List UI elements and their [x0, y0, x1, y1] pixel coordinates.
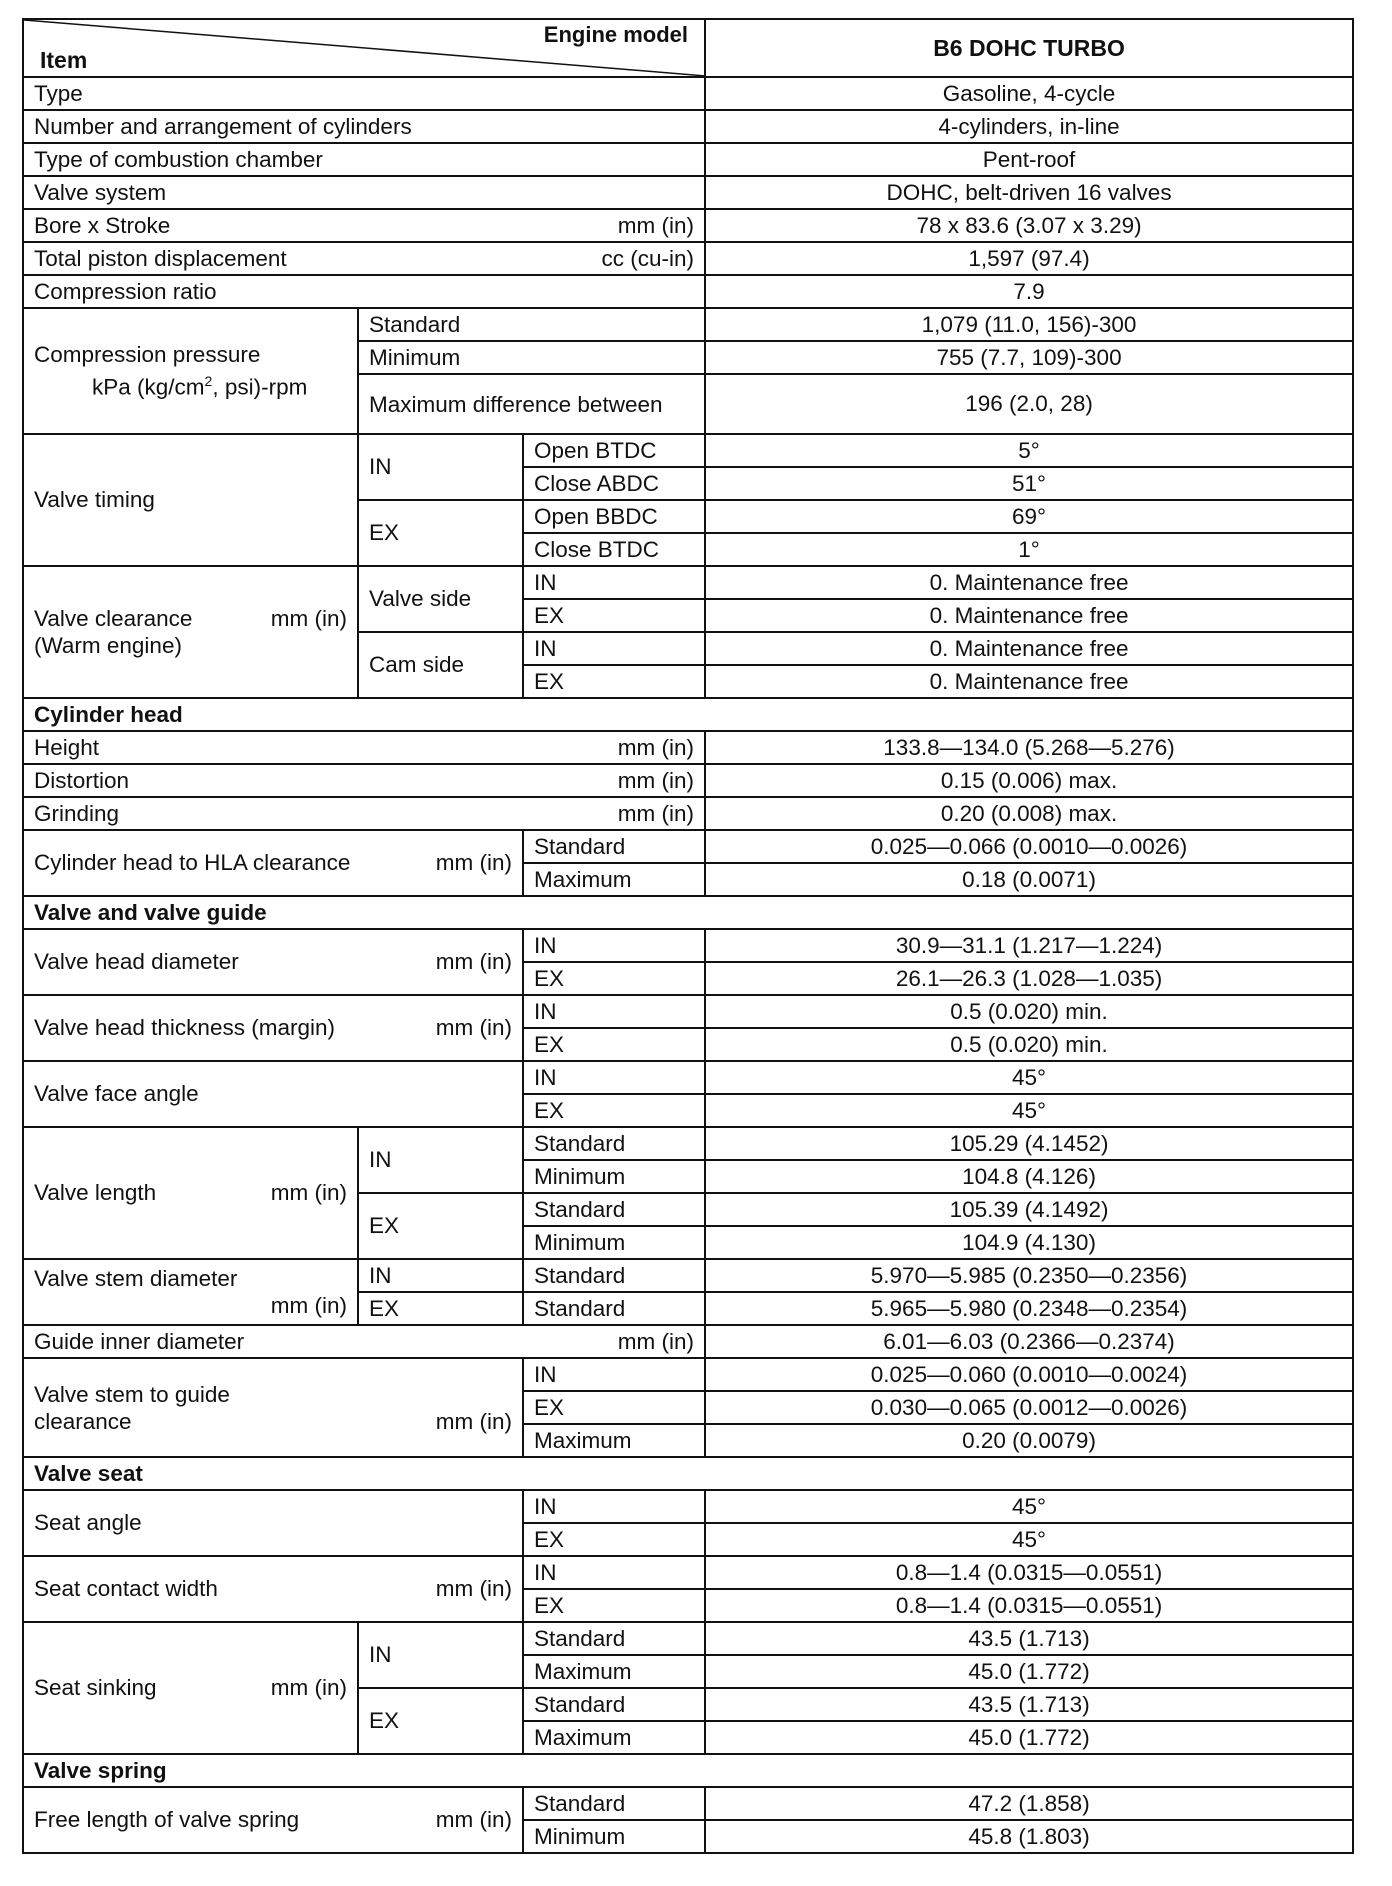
- item-cell: [23, 1127, 358, 1259]
- item-label: Type: [34, 80, 83, 106]
- sub-cell: Maximum: [523, 863, 705, 896]
- unit-label: mm (in): [435, 1576, 512, 1601]
- value-cell: 105.39 (4.1492): [705, 1193, 1353, 1226]
- value-cell: 5.965—5.980 (0.2348—0.2354): [705, 1292, 1353, 1325]
- value-cell: 0.5 (0.020) min.: [705, 1028, 1353, 1061]
- item-label: Seat sinking: [34, 1675, 157, 1700]
- table-row: [23, 1127, 1353, 1160]
- value-cell: 104.9 (4.130): [705, 1226, 1353, 1259]
- table-row: [23, 1490, 1353, 1523]
- valve-clearance-title: Valve clearance: [34, 606, 193, 631]
- item-label: Compression ratio: [34, 278, 217, 304]
- value-cell: 0. Maintenance free: [705, 632, 1353, 665]
- value-cell: 30.9—31.1 (1.217—1.224): [705, 929, 1353, 962]
- table-row: [23, 434, 1353, 467]
- side-cell: EX: [358, 1688, 523, 1754]
- value-cell: 196 (2.0, 28): [705, 374, 1353, 434]
- sub-cell: Standard: [523, 1259, 705, 1292]
- table-row: [23, 731, 1353, 764]
- sub-cell: Maximum: [523, 1721, 705, 1754]
- sub-cell: Close ABDC: [523, 467, 705, 500]
- sub-cell: Standard: [523, 1292, 705, 1325]
- sub-cell: EX: [523, 1028, 705, 1061]
- value-cell: 45°: [705, 1061, 1353, 1094]
- value-cell: 0.030—0.065 (0.0012—0.0026): [705, 1391, 1353, 1424]
- value-cell: 1,079 (11.0, 156)-300: [705, 308, 1353, 341]
- value-cell: 45°: [705, 1490, 1353, 1523]
- unit-label: mm (in): [270, 606, 347, 631]
- section-title-valve-guide: Valve and valve guide: [23, 896, 1353, 929]
- value-cell: 69°: [705, 500, 1353, 533]
- item-label: Type of combustion chamber: [34, 146, 323, 172]
- table-row: [23, 995, 1353, 1028]
- value-cell: 133.8—134.0 (5.268—5.276): [705, 731, 1353, 764]
- value-cell: 0.025—0.060 (0.0010—0.0024): [705, 1358, 1353, 1391]
- sub-cell: Maximum difference between: [358, 374, 705, 434]
- value-cell: 45.8 (1.803): [705, 1820, 1353, 1853]
- item-label: Total piston displacement: [34, 245, 287, 271]
- item-cell: [23, 1556, 523, 1622]
- value-cell: 47.2 (1.858): [705, 1787, 1353, 1820]
- item-label: Bore x Stroke: [34, 212, 171, 238]
- item-cell: [23, 1358, 523, 1457]
- item-cell: Seat angle: [23, 1490, 523, 1556]
- side-cell: EX: [358, 1292, 523, 1325]
- sub-cell: Standard: [358, 308, 705, 341]
- table-row: [23, 176, 1353, 209]
- sub-cell: EX: [523, 1391, 705, 1424]
- value-cell: 51°: [705, 467, 1353, 500]
- table-row: [23, 1325, 1353, 1358]
- value-cell: 105.29 (4.1452): [705, 1127, 1353, 1160]
- sub-cell: EX: [523, 1094, 705, 1127]
- unit-prefix: kPa (kg/cm: [92, 374, 205, 400]
- sub-cell: IN: [523, 632, 705, 665]
- value-cell: 0.5 (0.020) min.: [705, 995, 1353, 1028]
- value-cell: 78 x 83.6 (3.07 x 3.29): [705, 209, 1353, 242]
- value-cell: 43.5 (1.713): [705, 1622, 1353, 1655]
- value-cell: 7.9: [705, 275, 1353, 308]
- table-row: [23, 1061, 1353, 1094]
- sub-cell: IN: [523, 1061, 705, 1094]
- value-cell: 5.970—5.985 (0.2350—0.2356): [705, 1259, 1353, 1292]
- unit-label: mm (in): [435, 850, 512, 875]
- value-cell: 0.8—1.4 (0.0315—0.0551): [705, 1556, 1353, 1589]
- item-cell: [23, 929, 523, 995]
- unit-label: mm (in): [435, 1807, 512, 1832]
- section-title-cylinder-head: Cylinder head: [23, 698, 1353, 731]
- value-cell: 45°: [705, 1523, 1353, 1556]
- section-row: [23, 1457, 1353, 1490]
- item-label: Valve stem to guide: [34, 1381, 230, 1407]
- table-row: [23, 830, 1353, 863]
- header-row: [23, 19, 1353, 77]
- value-cell: 0.20 (0.0079): [705, 1424, 1353, 1457]
- unit-label: mm (in): [435, 1015, 512, 1040]
- sub-cell: Minimum: [358, 341, 705, 374]
- side-cell: Valve side: [358, 566, 523, 632]
- item-label: Height: [34, 734, 100, 760]
- sub-cell: Standard: [523, 1688, 705, 1721]
- value-cell: 0.8—1.4 (0.0315—0.0551): [705, 1589, 1353, 1622]
- valve-clearance-note: (Warm engine): [34, 633, 182, 658]
- item-cell: [23, 77, 705, 110]
- sub-cell: Maximum: [523, 1424, 705, 1457]
- side-cell: EX: [358, 500, 523, 566]
- sub-cell: IN: [523, 1490, 705, 1523]
- value-cell: 0. Maintenance free: [705, 566, 1353, 599]
- sub-cell: IN: [523, 995, 705, 1028]
- compression-pressure-title: Compression pressure: [34, 342, 261, 368]
- side-cell: IN: [358, 1259, 523, 1292]
- unit-label: mm (in): [617, 212, 695, 238]
- sub-cell: Standard: [523, 830, 705, 863]
- item-label: Valve length: [34, 1180, 157, 1205]
- sub-cell: Minimum: [523, 1820, 705, 1853]
- item-label: Distortion: [34, 767, 130, 793]
- section-row: [23, 896, 1353, 929]
- sub-cell: IN: [523, 1556, 705, 1589]
- table-row: [23, 308, 1353, 341]
- unit-label: mm (in): [270, 1293, 347, 1318]
- header-model: B6 DOHC TURBO: [705, 19, 1353, 77]
- item-cell: [23, 275, 705, 308]
- table-row: [23, 1622, 1353, 1655]
- item-label: Valve system: [34, 179, 167, 205]
- table-row: [23, 1259, 1353, 1292]
- valve-timing-label: Valve timing: [23, 434, 358, 566]
- item-cell: [23, 209, 705, 242]
- unit-label: cc (cu-in): [601, 245, 695, 271]
- sub-cell: Close BTDC: [523, 533, 705, 566]
- item-label: Grinding: [34, 800, 120, 826]
- sub-cell: EX: [523, 599, 705, 632]
- header-item-label: Item: [40, 47, 88, 73]
- item-label: Valve stem diameter: [34, 1266, 238, 1291]
- table-row: [23, 566, 1353, 599]
- compression-pressure-unit: [34, 368, 347, 401]
- value-cell: Pent-roof: [705, 143, 1353, 176]
- item-cell: [23, 1325, 705, 1358]
- table-row: [23, 143, 1353, 176]
- table-row: [23, 797, 1353, 830]
- table-row: [23, 764, 1353, 797]
- section-row: [23, 698, 1353, 731]
- sub-cell: Standard: [523, 1787, 705, 1820]
- item-label: Cylinder head to HLA clearance: [34, 850, 351, 875]
- sub-cell: IN: [523, 929, 705, 962]
- item-label: Number and arrangement of cylinders: [34, 113, 412, 139]
- table-row: [23, 275, 1353, 308]
- value-cell: 5°: [705, 434, 1353, 467]
- sub-cell: Minimum: [523, 1226, 705, 1259]
- sub-cell: IN: [523, 566, 705, 599]
- item-label: Valve head thickness (margin): [34, 1015, 335, 1040]
- unit-label: mm (in): [617, 1328, 695, 1354]
- item-cell: [23, 110, 705, 143]
- value-cell: 0.15 (0.006) max.: [705, 764, 1353, 797]
- engine-spec-table: [22, 18, 1354, 1854]
- item-cell: [23, 764, 705, 797]
- value-cell: 1,597 (97.4): [705, 242, 1353, 275]
- value-cell: 1°: [705, 533, 1353, 566]
- header-engine-label: Engine model: [543, 22, 689, 47]
- value-cell: DOHC, belt-driven 16 valves: [705, 176, 1353, 209]
- table-row: [23, 929, 1353, 962]
- table-row: [23, 242, 1353, 275]
- valve-clearance-label: [23, 566, 358, 698]
- sub-cell: IN: [523, 1358, 705, 1391]
- table-row: [23, 1787, 1353, 1820]
- section-row: [23, 1754, 1353, 1787]
- side-cell: EX: [358, 1193, 523, 1259]
- sub-cell: Open BTDC: [523, 434, 705, 467]
- value-cell: 45°: [705, 1094, 1353, 1127]
- item-cell: [23, 1259, 358, 1325]
- item-label: Valve head diameter: [34, 949, 239, 974]
- item-cell: [23, 797, 705, 830]
- unit-label: mm (in): [270, 1675, 347, 1700]
- sub-cell: Standard: [523, 1127, 705, 1160]
- item-label: Guide inner diameter: [34, 1328, 245, 1354]
- value-cell: 6.01—6.03 (0.2366—0.2374): [705, 1325, 1353, 1358]
- item-label: Seat contact width: [34, 1576, 218, 1601]
- side-cell: IN: [358, 1622, 523, 1688]
- unit-label: mm (in): [435, 1408, 512, 1434]
- item-cell: [23, 1622, 358, 1754]
- section-title-valve-spring: Valve spring: [23, 1754, 1353, 1787]
- sub-cell: EX: [523, 665, 705, 698]
- side-cell: Cam side: [358, 632, 523, 698]
- side-cell: IN: [358, 1127, 523, 1193]
- value-cell: 4-cylinders, in-line: [705, 110, 1353, 143]
- section-title-valve-seat: Valve seat: [23, 1457, 1353, 1490]
- sub-cell: EX: [523, 1523, 705, 1556]
- item-cell: [23, 830, 523, 896]
- sub-cell: Open BBDC: [523, 500, 705, 533]
- item-cell: [23, 242, 705, 275]
- value-cell: 26.1—26.3 (1.028—1.035): [705, 962, 1353, 995]
- unit-label: mm (in): [270, 1180, 347, 1205]
- value-cell: 0.20 (0.008) max.: [705, 797, 1353, 830]
- unit-label: mm (in): [617, 800, 695, 826]
- value-cell: 755 (7.7, 109)-300: [705, 341, 1353, 374]
- unit-label: mm (in): [617, 767, 695, 793]
- item-cell: [23, 176, 705, 209]
- spec-page: [22, 18, 1352, 1854]
- sub-cell: EX: [523, 1589, 705, 1622]
- item-cell: [23, 143, 705, 176]
- table-row: [23, 1556, 1353, 1589]
- table-row: [23, 1358, 1353, 1391]
- item-cell: [23, 1787, 523, 1853]
- item-cell: Valve face angle: [23, 1061, 523, 1127]
- value-cell: Gasoline, 4-cycle: [705, 77, 1353, 110]
- value-cell: 0.18 (0.0071): [705, 863, 1353, 896]
- sub-cell: Standard: [523, 1193, 705, 1226]
- value-cell: 43.5 (1.713): [705, 1688, 1353, 1721]
- value-cell: 45.0 (1.772): [705, 1721, 1353, 1754]
- sub-cell: Minimum: [523, 1160, 705, 1193]
- unit-label: mm (in): [617, 734, 695, 760]
- compression-pressure-label: [23, 308, 358, 434]
- table-row: [23, 209, 1353, 242]
- sub-cell: Standard: [523, 1622, 705, 1655]
- value-cell: 0. Maintenance free: [705, 599, 1353, 632]
- table-row: [23, 110, 1353, 143]
- header-item-cell: [23, 19, 705, 77]
- unit-suffix: , psi)-rpm: [212, 374, 308, 400]
- item-label-line2: clearance: [34, 1408, 132, 1434]
- item-cell: [23, 995, 523, 1061]
- item-cell: [23, 731, 705, 764]
- value-cell: 104.8 (4.126): [705, 1160, 1353, 1193]
- item-label: Free length of valve spring: [34, 1807, 300, 1832]
- sub-cell: EX: [523, 962, 705, 995]
- unit-superscript: 2: [204, 373, 213, 390]
- table-row: [23, 77, 1353, 110]
- sub-cell: Maximum: [523, 1655, 705, 1688]
- value-cell: 0. Maintenance free: [705, 665, 1353, 698]
- value-cell: 45.0 (1.772): [705, 1655, 1353, 1688]
- unit-label: mm (in): [435, 949, 512, 974]
- side-cell: IN: [358, 434, 523, 500]
- value-cell: 0.025—0.066 (0.0010—0.0026): [705, 830, 1353, 863]
